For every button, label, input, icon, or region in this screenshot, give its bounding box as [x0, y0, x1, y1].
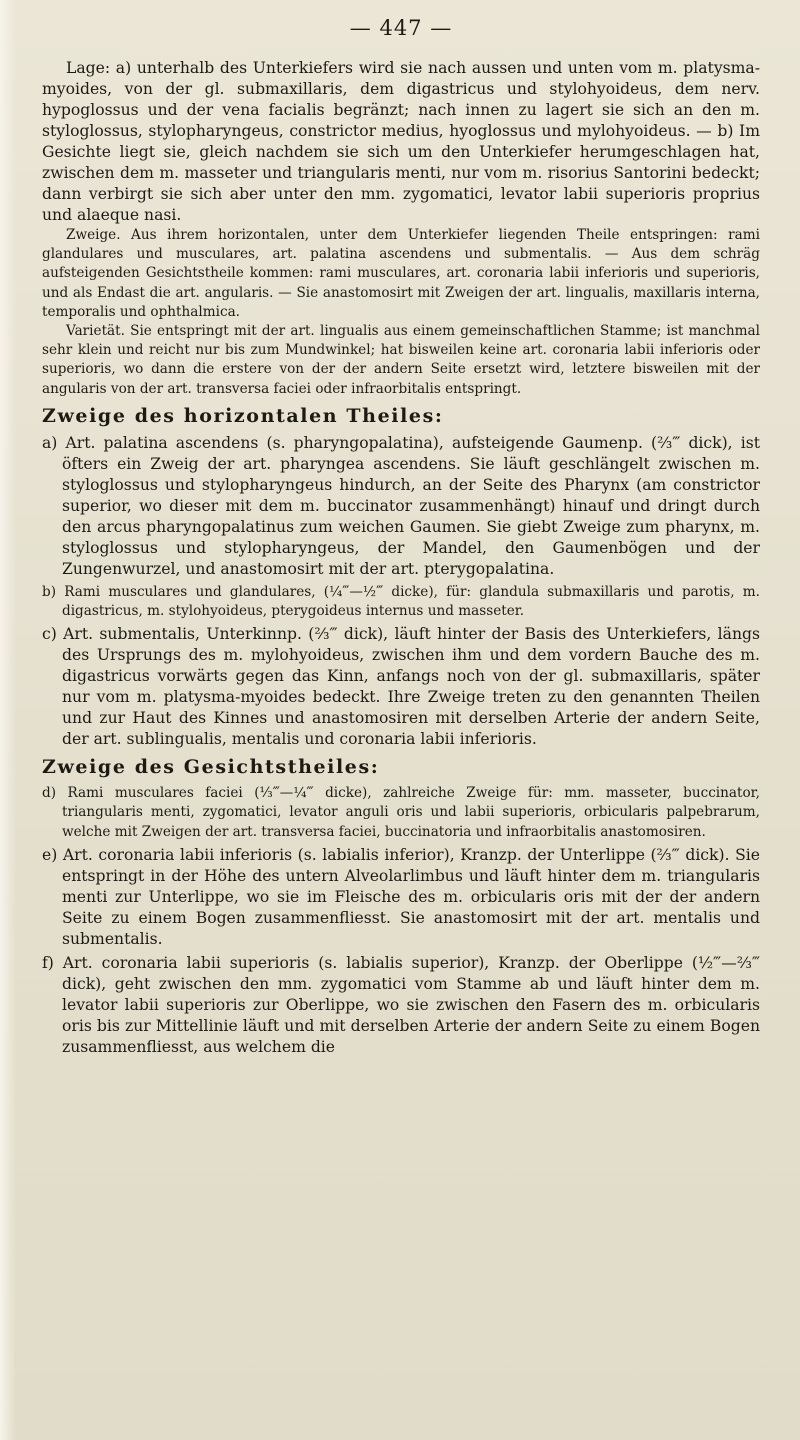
page-binding-edge	[0, 0, 16, 1440]
section-heading-face: Zweige des Gesichtstheiles:	[42, 756, 380, 779]
list-item-coronaria-inferior: e) Art. coronaria labii inferioris (s. labialis inferior), Kranzp. der Unterlippe (⅔‴ dick). Sie entspringt in der Höhe des untern Alveolarlimbus und läuft hinter dem m. triangularis menti zur Unterlippe, wo sie im Fleische des m. orbicularis oris mit der der andern Seite zu einem Bogen zusammenfliesst. Sie anastomosirt mit der art. mentalis und submentalis.	[42, 845, 760, 948]
intro-paragraph-branches: Zweige. Aus ihrem horizontalen, unter dem Unterkiefer liegenden Theile entspringen: rami glandulares und musculares, art. palatina ascendens und submentalis. — Aus dem schräg aufsteigenden Gesichtstheile kommen: rami musculares, art. coronaria labii inferioris und superioris, und als Endast die art. angularis. — Sie anastomosirt mit Zweigen der art. lingualis, maxillaris interna, temporalis und ophthalmica.	[42, 227, 760, 320]
list-item-submentalis: c) Art. submentalis, Unterkinnp. (⅔‴ dick), läuft hinter der Basis des Unterkiefers, längs des Ursprungs des m. mylohyoideus, zwischen ihm und dem vordern Bauche des m. digastricus vorwärts gegen das Kinn, anfangs noch von der gl. submaxillaris, später nur vom m. platysma-myoides bedeckt. Ihre Zweige treten zu den genannten Theilen und zur Haut des Kinnes und anastomosiren mit derselben Arterie der andern Seite, der art. sublingualis, mentalis und coronaria labii inferioris.	[42, 625, 760, 749]
intro-paragraph-location: Lage: a) unterhalb des Unterkiefers wird sie nach aussen und unten vom m. platysma-myoides, von der gl. submaxillaris, dem digastricus und stylohyoideus, dem nerv. hypoglossus und der vena facialis begränzt; nach innen zu lagert sie sich an den m. styloglossus, stylopharyngeus, constrictor medius, hyoglossus und mylohyoideus. — b) Im Gesichte liegt sie, gleich nachdem sie sich um den Unterkiefer herumgeschlagen hat, zwischen dem m. masseter und triangularis menti, nur vom m. risorius Santorini bedeckt; dann verbirgt sie sich aber unter den mm. zygomatici, levator labii superioris proprius und alaeque nasi.	[42, 59, 760, 224]
list-item-palatina-ascendens: a) Art. palatina ascendens (s. pharyngopalatina), aufsteigende Gaumenp. (⅔‴ dick), ist öfters ein Zweig der art. pharyngea ascendens. Sie läuft geschlängelt zwischen m. styloglossus und stylopharyngeus hindurch, an der Seite des Pharynx (am constrictor superior, wo dieser mit dem m. buccinator zusammenhängt) hinauf und dringt durch den arcus pharyngopalatinus zum weichen Gaumen. Sie giebt Zweige zum pharynx, m. styloglossus und stylopharyngeus, der Mandel, den Gaumenbögen und der Zungenwurzel, und anastomosirt mit der art. pterygopalatina.	[42, 433, 760, 578]
page-number: — 447 —	[349, 16, 453, 40]
list-item-rami-musculares-glandulares: b) Rami musculares und glandulares, (¼‴—½‴ dicke), für: glandula submaxillaris und parotis, m. digastricus, m. stylohyoideus, pterygoideus internus und masseter.	[42, 583, 760, 620]
list-item-coronaria-superior: f) Art. coronaria labii superioris (s. labialis superior), Kranzp. der Oberlippe (½‴—⅔‴ dick), geht zwischen den mm. zygomatici vom Stamme ab und läuft hinter dem m. levator labii superioris zur Oberlippe, wo sie zwischen den Fasern des m. orbicularis oris bis zur Mittellinie läuft und mit derselben Arterie der andern Seite zu einem Bogen zusammenfliesst, aus welchem die	[42, 953, 760, 1056]
list-item-rami-musculares-faciei: d) Rami musculares faciei (⅓‴—¼‴ dicke), zahlreiche Zweige für: mm. masseter, buccinator, triangularis menti, zygomatici, levator anguli oris und labii superioris, orbicularis palpebrarum, welche mit Zweigen der art. transversa faciei, buccinatoria und infraorbitalis anastomosiren.	[42, 785, 760, 840]
section-heading-horizontal: Zweige des horizontalen Theiles:	[42, 404, 444, 427]
intro-paragraph-variety: Varietät. Sie entspringt mit der art. lingualis aus einem gemeinschaftlichen Stamme; ist manchmal sehr klein und reicht nur bis zum Mundwinkel; hat bisweilen keine art. coronaria labii inferioris oder superioris, wo dann die erstere von der der andern Seite ersetzt wird, letztere bisweilen mit der angularis von der art. transversa faciei oder infraorbitalis entspringt.	[42, 323, 760, 397]
